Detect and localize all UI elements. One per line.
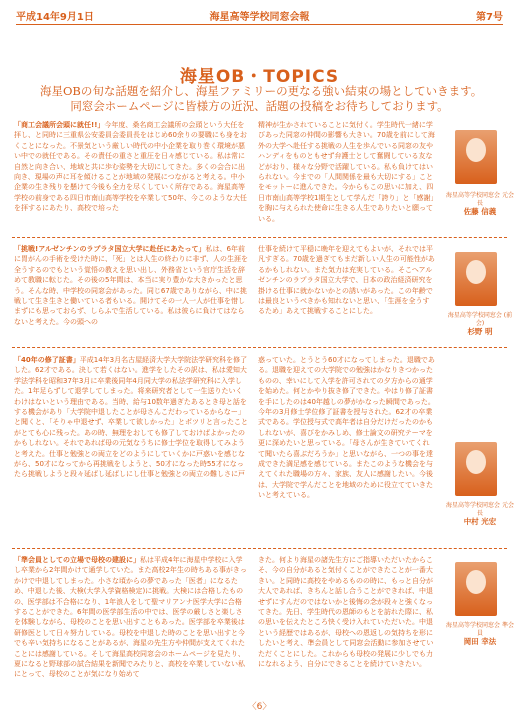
page-title: 海星OB・TOPICS (179, 67, 340, 87)
portrait-photo-2 (455, 252, 497, 306)
header-rule (16, 24, 503, 25)
section-3-heading: 「40年の修了証書」 (14, 356, 80, 364)
signature-2: 海星高等学校同窓会 (前会) 杉野 明 (447, 312, 513, 336)
portrait-photo-1 (455, 130, 497, 184)
section-2-heading: 「挑戦!アルゼンチンのラプラタ国立大学に赴任にあたって」 (14, 245, 206, 253)
publication-name: 海星高等学校同窓会報 (209, 12, 310, 23)
section-divider (12, 548, 507, 549)
section-1-heading: 「商工会議所会頭に就任!!」 (14, 121, 105, 129)
issue-date: 平成14年9月1日 (16, 12, 94, 23)
section-4-right-text: きた。何より海星の諸先生方にご指導いただいたからこそ、今の自分があると気付くことができたことが一番大きい。と同時に高校をやめるものの時に、もっと自分が大人であれば、きちんと話し合うことができれば、中退せずにすんだのではないかと後悔の念が段々と強くなってきた。先日、学生時代の恩師のもとを訪れた際に、私の思いを伝えたところ快く受け入れていただいた。中退という経歴ではあるが、母校への恩返しの気持ちを形にしたいと考え、準会員として同窓会活動に参加させていただくことにした。これからも母校の発展に少しでも力になれるよう、自分にできることを続けていきたい。 (258, 556, 434, 669)
section-2-right-text: 仕事を続けて平穏に晩年を迎えてもよいが、それでは平凡すぎる。70歳を過ぎてもまだ新しい人生の可能性があるかもしれない。また気力は充実している。そこへアルゼンチンのラプラタ国立大学で、日本の政治経済研究を掛ける仕事に就かないかとの誘いがあった。この年齢では最良というべきかも知れないと思い、「生涯を全うするため」あえて挑戦することにした。 (258, 245, 435, 316)
issue-number: 第7号 (476, 12, 503, 23)
intro-line-2: 同窓会ホームページに皆様方の近況、話題の投稿をお待ちしております。 (70, 99, 449, 113)
signature-4: 海星高等学校同窓会 準会員 岡田 幸法 (446, 622, 514, 646)
section-4-left-text: 「準会員としての立場で母校の建設に」私は平成4年に海星中学校に入学し卒業から2年間かけて通学していた。また高校2年生の時ちある事がきっかけで中退してしまった。小さな頃からの夢であった「医者」になるため、中退した後、大検(大学入学資格検定)に挑戦。大検には合格したものの、医学部は不合格になり、1年浪人をして聖マリアンナ医学大学に合格することができた。6年間の医学部生活の中では、医学の厳しさと楽しさを体験しながら、母校のことを思い出すこともあった。医学部を卒業後は研修医として日々努力している。母校を中退した時のことを思い出すと今でも辛い気持ちになることがあるが、海星の先生方や仲間が支えてくれたことには感謝している。そして海星高校同窓会のホームページを見たり、夏になると野球部の試合結果を新聞でみたりと、高校を卒業していない私にとって、母校のことが気になり始めて (14, 556, 247, 679)
signature-3: 海星高等学校同窓会 元会長 中村 光宏 (446, 502, 514, 526)
section-3-left-text: 「40年の修了証書」平成14年3月名古屋経済大学大学院法学研究科を修了した。62才である。決して若くはない。進学をしたその訳は、私は愛知大学法学科を昭和37年3月に卒業後同年4月同大学の私法学研究科に入学した。1年足らずして退学してしまった。将来研究者として一生送りたいくわけはないという理由である。当時、給与10数年過ぎたあるとき母と話をする機会があり「大学院中退したことが母さんこだわっているからなー」と聞くと、「そりゃ中退せず、卒業して欲しかった」とポツリと言ったことがとても心に残った。あの時、無理をおしても修了しておけばよかったのかもしれない。それであれば母の元気なうちに修士学位を取得してみようと考えた。仕事と勉強との両立をどのようにしていくかに戸惑いを感じながら、50才になってから再挑戦をしようと、50才になった時55才になったら挑戦しようと段々延ばし延ばしにし仕事と勉強との両立の難しさに戸 (14, 356, 248, 479)
portrait-photo-4 (455, 562, 497, 616)
page-number: 〈6〉 (247, 702, 272, 712)
page-header (16, 8, 503, 24)
section-4-heading: 「準会員としての立場で母校の建設に」 (14, 556, 140, 564)
section-2-left-text: 「挑戦!アルゼンチンのラプラタ国立大学に赴任にあたって」私は、6年前に胃がんの手術を受けた時に、「死」とは人生の終わりに非ず、人の生涯を全うするのでもという覚悟の教えを思い出し、外務省という官庁生活を辞めて教職に転じた。その後の5年間は、本当に実り豊かな大きかったと思う。そんな時、中学校の同窓会があった。同じ67歳でありながら、中に挑戦して生き生きと働いている者もいる。開けてその一人一人が仕事を惜しまずにも思っておらず、しらふで生活している。私は彼らに負けてはならないと考えた。今の頭への (14, 245, 248, 326)
section-1-right-text: 精神が生かされていることに気付く。学生時代一緒に学びあった同窓の仲間の影響も大きい。70歳を前にして海外の大学へ赴任する挑戦の人生を歩んでいる同窓の友やハンディをものともせず弁護士として奮闘している友などがおり、様々な分野で活躍している。私も負けてはいられない。今までの「人間関係を最も大切にする」ことをモットーに進んできた。今からもこの思いに加え、四日市南山高等学校1期生として学んだ「誇り」と「感謝」を胸に与えられた使命に生きる人生でありたいと願っている。 (258, 121, 435, 223)
signature-1: 海星高等学校同窓会 元会長 佐藤 信義 (446, 192, 514, 216)
intro-line-1: 海星OBの旬な話題を紹介し、海星ファミリーの更なる強い結束の場としていきます。 (40, 84, 483, 98)
section-divider (12, 237, 507, 238)
section-divider (12, 347, 507, 348)
section-1-left-text: 「商工会議所会頭に就任!!」今年度、桑名商工会議所の会頭という大任を拝し、と同時に三重県公安委員会委員長をはじめ60余りの要職にも身をおくことになった。不景気という厳しい時代の中小企業を取り巻く環境が悪い中での就任である。その責任の重さと重圧を日々感じている。私は常に自然と向き合い、地域と共に歩む姿勢を大切にしてきた。多くの会合に出向き、現場の声に耳を傾けることが地域の発展につながると考える。中小企業の生き残りを懸けて今後も全力を尽くしていく所存である。海星高等学校の前身である四日市南山高等学校を卒業して50年、今このような大任を拝するにあたり、高校で培った (14, 121, 247, 213)
portrait-photo-3 (455, 442, 497, 496)
section-3-right-text: 惑っていた。とうとう60才になってしまった。退職である。退職を迎えての大学院での勉強はかなりきつかったものの、幸いにして入学を許可されての夕方からの通学を始めた。何とかやり抜き修了できた。やはり修了証書を手にしたのは40年越しの夢がかなった瞬間であった。今年の3月修士学位修了証書を授与された。62才の卒業式である。学位授与式で高年者は自分だけだったのかもしれないが、喜びをかみしめ、修士論文の研究テーマを更に深めたいと思っている。「母さんが生きていてくれて聞いたら喜ぶだろうか」と思いながら、一つの事を達成できた満足感を感じている。またこのような機会を与えてくれた職場の方々、家族、友人に感謝したい。今後は、大学院で学んだことを地域のために役立てていきたいと考えている。 (258, 356, 435, 500)
